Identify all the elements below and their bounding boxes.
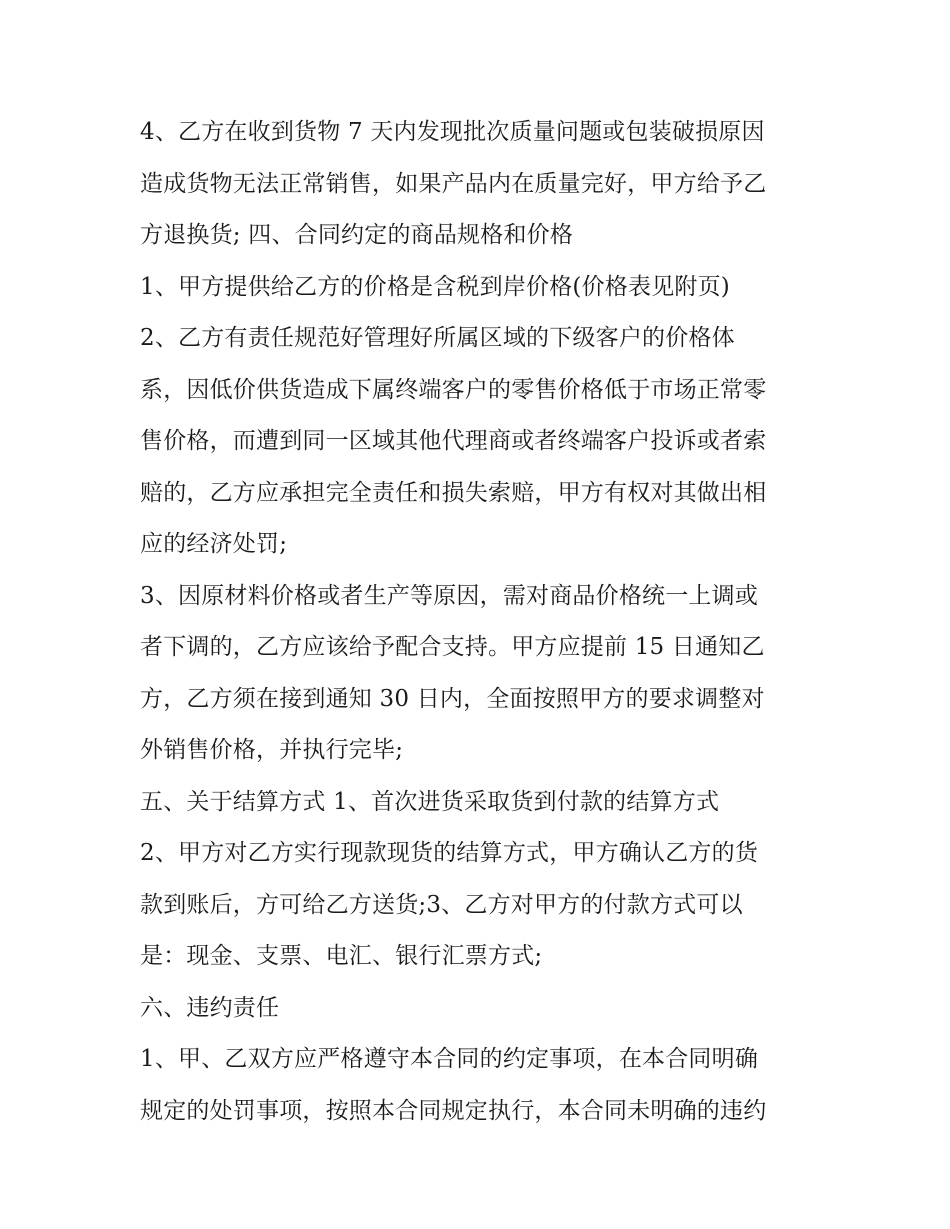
section-heading: 五、关于结算方式 1、首次进货采取货到付款的结算方式 [140,788,720,815]
text-line: 款到账后，方可给乙方送货;3、乙方对甲方的付款方式可以 [140,891,743,918]
text-line: 2、乙方有责任规范好管理好所属区域的下级客户的价格体 [140,325,735,351]
text-line: 售价格，而遭到同一区域其他代理商或者终端客户投诉或者索 [140,428,767,454]
contract-text [140,107,820,1137]
text-line: 规定的处罚事项，按照本合同规定执行，本合同未明确的违约 [140,1097,767,1124]
text-line: 系，因低价供货造成下属终端客户的零售价格低于市场正常零 [140,376,767,403]
text-line: 1、甲、乙双方应严格遵守本合同的约定事项，在本合同明确 [140,1046,759,1072]
text-line: 外销售价格，并执行完毕; [140,737,404,763]
text-line: 者下调的，乙方应该给予配合支持。甲方应提前 15 日通知乙 [140,634,765,660]
text-line: 方，乙方须在接到通知 30 日内，全面按照甲方的要求调整对 [140,685,765,712]
section-heading: 六、违约责任 [140,994,280,1021]
text-line: 应的经济处罚; [140,531,288,557]
text-line: 是：现金、支票、电汇、银行汇票方式; [140,943,543,969]
text-line: 4、乙方在收到货物 7 天内发现批次质量问题或包装破损原因 [140,119,765,145]
text-line: 3、因原材料价格或者生产等原因，需对商品价格统一上调或 [140,582,759,609]
text-line: 1、甲方提供给乙方的价格是含税到岸价格(价格表见附页) [140,273,730,300]
text-line: 赔的，乙方应承担完全责任和损失索赔，甲方有权对其做出相 [140,479,767,506]
text-line: 造成货物无法正常销售，如果产品内在质量完好，甲方给予乙 [140,170,767,197]
text-line: 2、甲方对乙方实行现款现货的结算方式，甲方确认乙方的货 [140,840,759,866]
text-line: 方退换货; 四、合同约定的商品规格和价格 [140,222,574,248]
